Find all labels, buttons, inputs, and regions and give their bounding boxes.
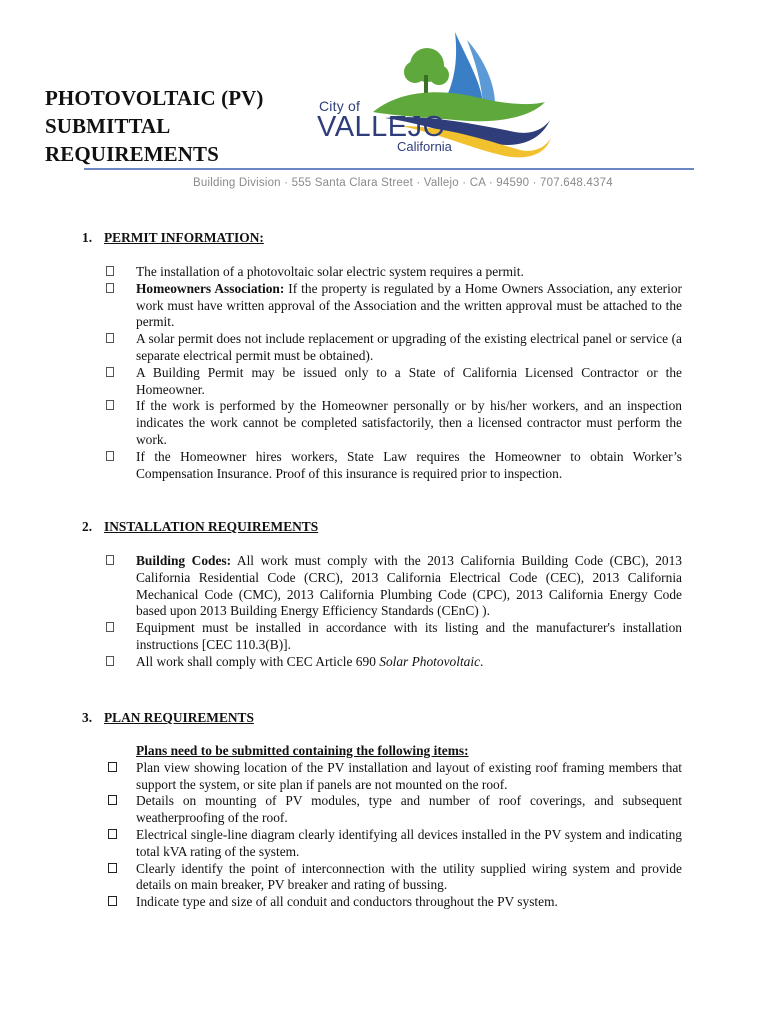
- list-item: All work shall comply with CEC Article 690 Solar Photovoltaic.: [82, 654, 682, 671]
- list-item: If the work is performed by the Homeowner personally or by his/her workers, and an inspection indicates the work cannot be completed satisfactorily, then a licensed contractor must perform the work.: [82, 398, 682, 448]
- section-plan-requirements: [82, 710, 682, 911]
- checkbox-icon: [106, 555, 114, 565]
- section-heading: [82, 710, 682, 726]
- installation-list: [82, 553, 682, 671]
- city-of-vallejo-logo: [305, 20, 555, 160]
- document-title: [45, 84, 305, 168]
- checkbox-icon: [108, 762, 117, 772]
- checkbox-icon: [106, 622, 114, 632]
- section-number: 2.: [82, 519, 93, 534]
- list-item: A Building Permit may be issued only to a State of California Licensed Contractor or the Homeowner.: [82, 365, 682, 399]
- checkbox-icon: [108, 896, 117, 906]
- logo-vallejo-text: VALLEJO: [317, 111, 446, 143]
- list-item: The installation of a photovoltaic solar electric system requires a permit.: [82, 264, 682, 281]
- section-number: 1.: [82, 230, 93, 245]
- title-line-1: PHOTOVOLTAIC (PV): [45, 86, 264, 110]
- list-item: Clearly identify the point of interconnection with the utility supplied wiring system and provide details on main breaker, PV breaker and rating of bussing.: [82, 861, 682, 895]
- section-title: PERMIT INFORMATION:: [104, 230, 264, 245]
- plan-list: [82, 760, 682, 911]
- logo-california-text: California: [397, 139, 452, 154]
- section-title: INSTALLATION REQUIREMENTS: [104, 519, 319, 534]
- list-item: Equipment must be installed in accordance with its listing and the manufacturer's installation instructions [CEC 110.3(B)].: [82, 620, 682, 654]
- building-division-address: Building Division · 555 Santa Clara Street · Vallejo · CA · 94590 · 707.648.4374: [193, 177, 613, 189]
- section-number: 3.: [82, 710, 93, 725]
- list-item: Plan view showing location of the PV installation and layout of existing roof framing members that support the system, or site plan if panels are not mounted on the roof.: [82, 760, 682, 794]
- section-heading: [82, 519, 682, 535]
- section-installation-requirements: [82, 519, 682, 671]
- logo-city-of-text: City of: [319, 98, 361, 114]
- checkbox-icon: [106, 283, 114, 293]
- list-item: Electrical single-line diagram clearly identifying all devices installed in the PV system and indicating total kVA rating of the system.: [82, 827, 682, 861]
- checkbox-icon: [106, 367, 114, 377]
- section-title: PLAN REQUIREMENTS: [104, 710, 254, 725]
- title-line-2: SUBMITTAL: [45, 114, 171, 138]
- list-item: Indicate type and size of all conduit and conductors throughout the PV system.: [82, 894, 682, 911]
- plan-intro: Plans need to be submitted containing the following items:: [136, 743, 469, 758]
- list-item: Details on mounting of PV modules, type and number of roof coverings, and subsequent weatherproofing of the roof.: [82, 793, 682, 827]
- list-item: Building Codes: All work must comply with the 2013 California Building Code (CBC), 2013 California Residential Code (CRC), 2013 California Electrical Code (CEC), 2013 California Mechanical Code (CMC), 2013 California Plumbing Code (CPC), 2013 California Energy Code based upon 2013 Building Energy Efficiency Standards (CEnC) ).: [82, 553, 682, 620]
- checkbox-icon: [106, 656, 114, 666]
- header-divider: [84, 168, 694, 170]
- section-heading: [82, 230, 682, 246]
- checkbox-icon: [106, 400, 114, 410]
- list-item: If the Homeowner hires workers, State Law requires the Homeowner to obtain Worker’s Compensation Insurance. Proof of this insurance is required prior to inspection.: [82, 449, 682, 483]
- checkbox-icon: [106, 451, 114, 461]
- title-line-3: REQUIREMENTS: [45, 142, 219, 166]
- checkbox-icon: [108, 829, 117, 839]
- checkbox-icon: [106, 333, 114, 343]
- list-item: Homeowners Association: If the property is regulated by a Home Owners Association, any exterior work must have written approval of the Association and the written approval must be attached to the permit.: [82, 281, 682, 331]
- section-permit-information: [82, 230, 682, 482]
- permit-info-list: [82, 264, 682, 482]
- checkbox-icon: [108, 863, 117, 873]
- list-item: A solar permit does not include replacement or upgrading of the existing electrical panel or service (a separate electrical permit must be obtained).: [82, 331, 682, 365]
- checkbox-icon: [106, 266, 114, 276]
- checkbox-icon: [108, 795, 117, 805]
